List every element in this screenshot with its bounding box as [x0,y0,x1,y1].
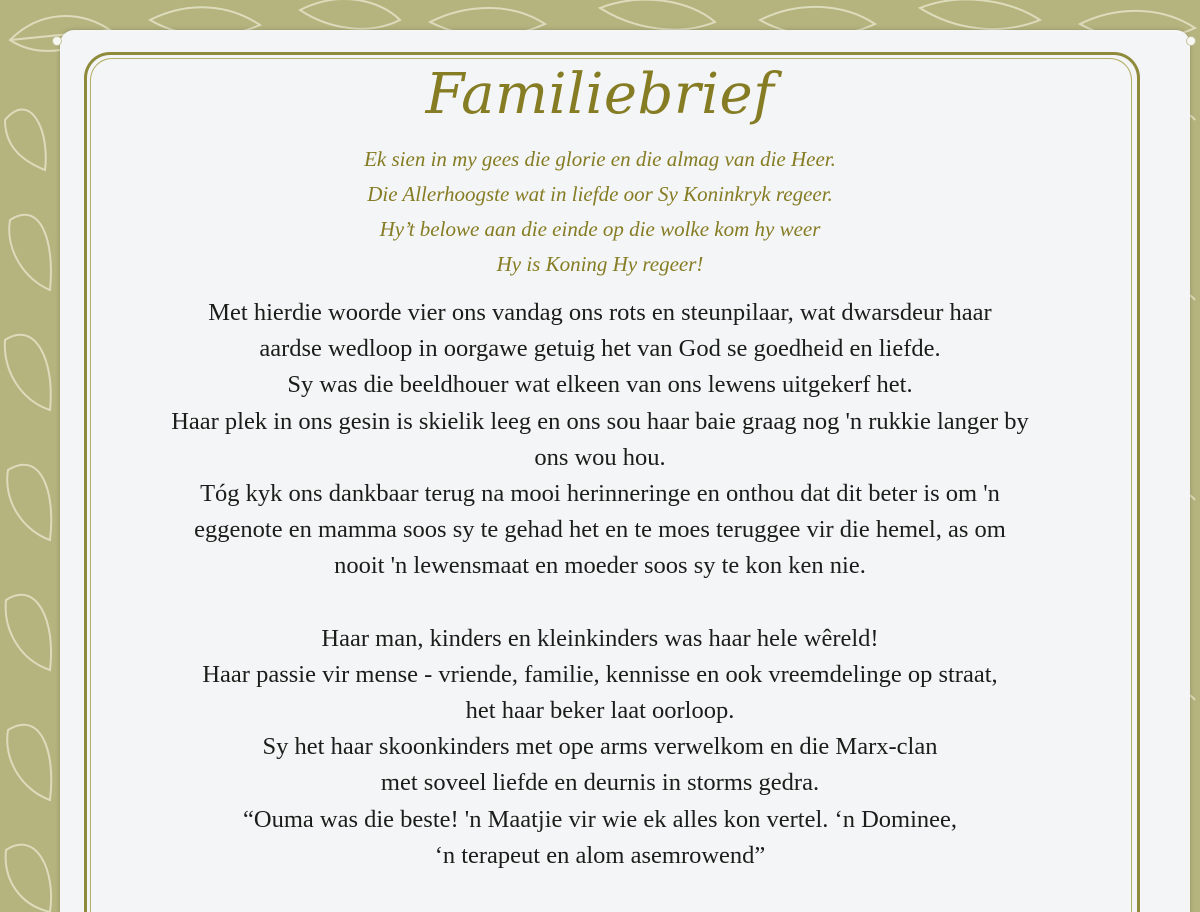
body-line: eggenote en mamma soos sy te gehad het en te moes teruggee vir die hemel, as om [194,516,1006,544]
body-line: “Ouma was die beste! 'n Maatjie vir wie ek alles kon vertel. ‘n Dominee, [243,805,957,833]
poem-line: Ek sien in my gees die glorie en die almag van die Heer. [364,147,836,171]
body-line: ‘n terapeut en alom asemrowend” [434,841,766,869]
punch-hole-right [1186,36,1196,46]
body-line: Met hierdie woorde vier ons vandag ons rots en steunpilaar, wat dwarsdeur haar [208,299,992,326]
poem-line: Hy’t belowe aan die einde op die wolke kom hy weer [379,217,821,241]
poem-line: Die Allerhoogste wat in liefde oor Sy Koninkryk regeer. [367,182,833,206]
body-line: Sy was die beeldhouer wat elkeen van ons lewens uitgekerf het. [287,371,913,399]
poem-line: Hy is Koning Hy regeer! [496,252,704,276]
body-line: het haar beker laat oorloop. [465,697,735,725]
body-line: met soveel liefde en deurnis in storms gedra. [380,769,820,797]
body-line: nooit 'n lewensmaat en moeder soos sy te kon ken nie. [334,552,866,580]
body-line: aardse wedloop in oorgawe getuig het van God se goedheid en liefde. [259,335,941,363]
body-line: Haar man, kinders en kleinkinders was haar hele wêreld! [321,624,879,652]
poem-block [0,142,1200,282]
letter-body [0,295,1200,874]
body-line: ons wou hou. [534,443,666,471]
page-title: Familiebrief [425,62,775,127]
body-line: Sy het haar skoonkinders met ope arms verwelkom en die Marx-clan [262,733,938,761]
punch-hole-left [52,36,62,46]
body-line: Haar plek in ons gesin is skielik leeg en ons sou haar baie graag nog 'n rukkie langer by [171,407,1029,435]
body-line: Haar passie vir mense - vriende, familie, kennisse en ook vreemdelinge op straat, [202,660,998,688]
body-line: Tóg kyk ons dankbaar terug na mooi herinneringe en onthou dat dit beter is om 'n [200,479,1000,507]
body-line-spacer [0,585,1200,621]
